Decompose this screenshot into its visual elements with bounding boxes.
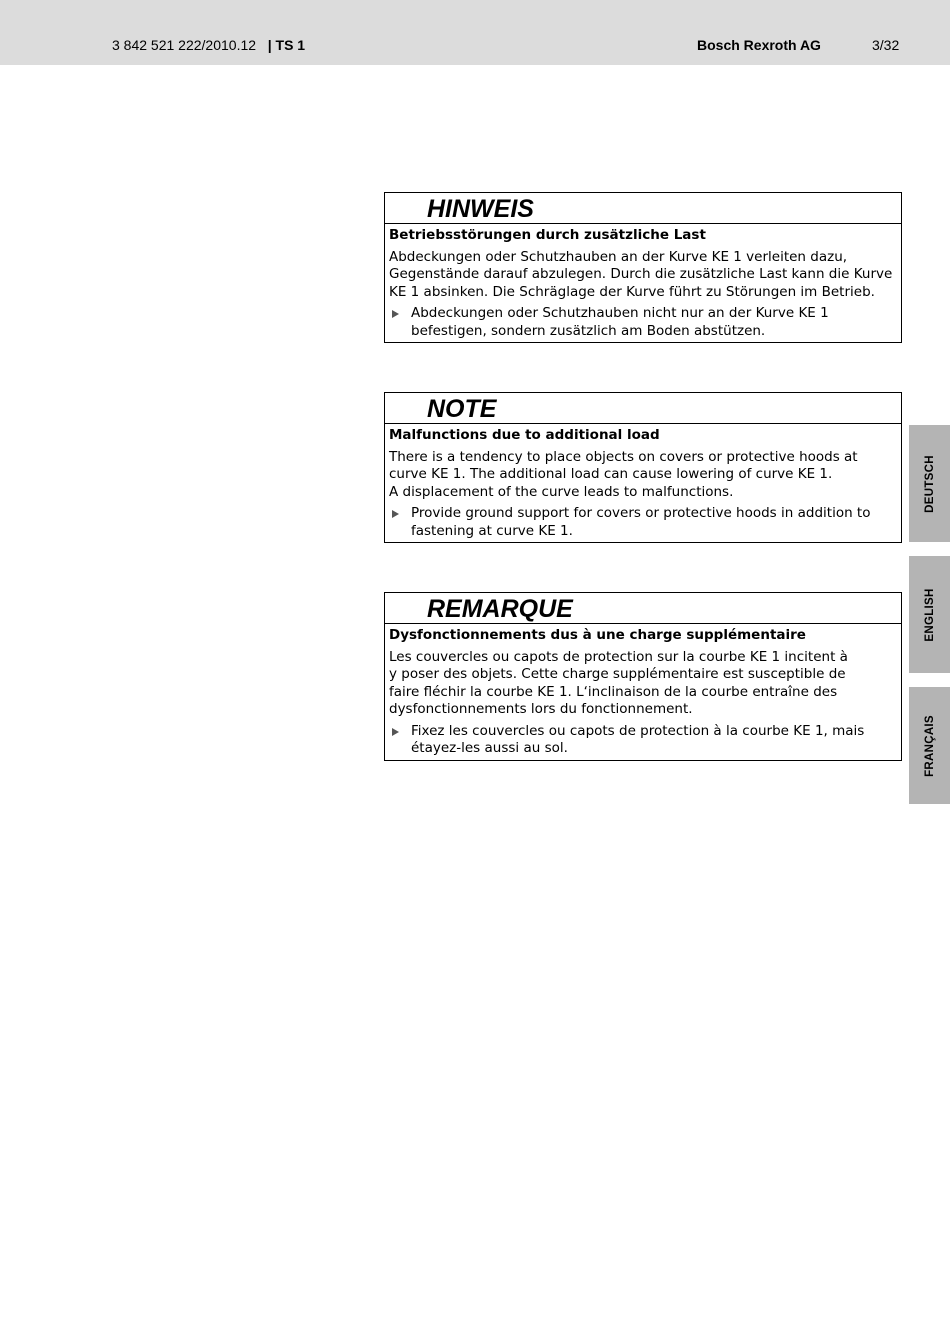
notice-text-line: curve KE 1. The additional load can cause lowering of curve KE 1. (389, 466, 833, 482)
notice-text (389, 649, 895, 719)
notice-text-line: Gegenstände darauf abzulegen. Durch die zusätzliche Last kann die Kurve (389, 266, 893, 282)
arrow-right-icon (392, 310, 399, 318)
notice-text (389, 249, 895, 302)
notice-subtitle: Malfunctions due to additional load (389, 427, 660, 443)
notice-action-item (389, 505, 895, 540)
notice-action-item (389, 305, 895, 340)
language-tab-label: FRANÇAIS (923, 714, 936, 777)
company-name: Bosch Rexroth AG (697, 37, 821, 53)
notice-text-line: dysfonctionnements lors du fonctionnement. (389, 701, 693, 717)
notice-action-line: Abdeckungen oder Schutzhauben nicht nur an der Kurve KE 1 (411, 305, 829, 321)
page-header (0, 0, 950, 65)
language-tab-label: DEUTSCH (923, 454, 936, 513)
language-tab-deutsch[interactable] (909, 425, 950, 542)
notice-body (385, 624, 901, 760)
notice-box-english (384, 392, 902, 543)
notice-body (385, 224, 901, 342)
doc-reference (112, 37, 305, 54)
language-tab-english[interactable] (909, 556, 950, 673)
notice-title: HINWEIS (385, 193, 901, 224)
page-number: 3/32 (872, 37, 900, 53)
arrow-right-icon (392, 510, 399, 518)
notice-action-line: fastening at curve KE 1. (411, 522, 573, 539)
header-separator: | (267, 37, 272, 53)
notice-text (389, 449, 895, 502)
language-tab-label: ENGLISH (923, 587, 936, 642)
notice-text-line: A displacement of the curve leads to malfunctions. (389, 483, 734, 500)
notice-subtitle: Dysfonctionnements dus à une charge supplémentaire (389, 627, 806, 643)
notice-subtitle: Betriebsstörungen durch zusätzliche Last (389, 227, 706, 243)
notice-text-line: y poser des objets. Cette charge supplémentaire est susceptible de (389, 666, 846, 682)
notice-action-line: étayez-les aussi au sol. (411, 740, 568, 756)
doc-number: 3 842 521 222/2010.12 (112, 37, 257, 53)
notice-text-line: Les couvercles ou capots de protection sur la courbe KE 1 incitent à (389, 648, 848, 665)
notice-action-line: befestigen, sondern zusätzlich am Boden abstützen. (411, 322, 766, 339)
arrow-right-icon (392, 728, 399, 736)
notice-text-line: Abdeckungen oder Schutzhauben an der Kurve KE 1 verleiten dazu, (389, 248, 848, 265)
notice-text-line: faire fléchir la courbe KE 1. L‘inclinaison de la courbe entraîne des (389, 683, 838, 700)
product-name: TS 1 (275, 37, 306, 53)
language-tab-francais[interactable] (909, 687, 950, 804)
notice-body (385, 424, 901, 542)
notice-box-german (384, 192, 902, 343)
notice-action-line: Provide ground support for covers or protective hoods in addition to (411, 505, 871, 521)
notice-box-french (384, 592, 902, 761)
notice-action-line: Fixez les couvercles ou capots de protection à la courbe KE 1, mais (411, 722, 865, 739)
notice-title: REMARQUE (385, 593, 901, 624)
notice-action-item (389, 723, 895, 758)
notice-title: NOTE (385, 393, 901, 424)
notice-text-line: There is a tendency to place objects on covers or protective hoods at (389, 448, 858, 465)
notice-text-line: KE 1 absinken. Die Schräglage der Kurve führt zu Störungen im Betrieb. (389, 283, 875, 300)
